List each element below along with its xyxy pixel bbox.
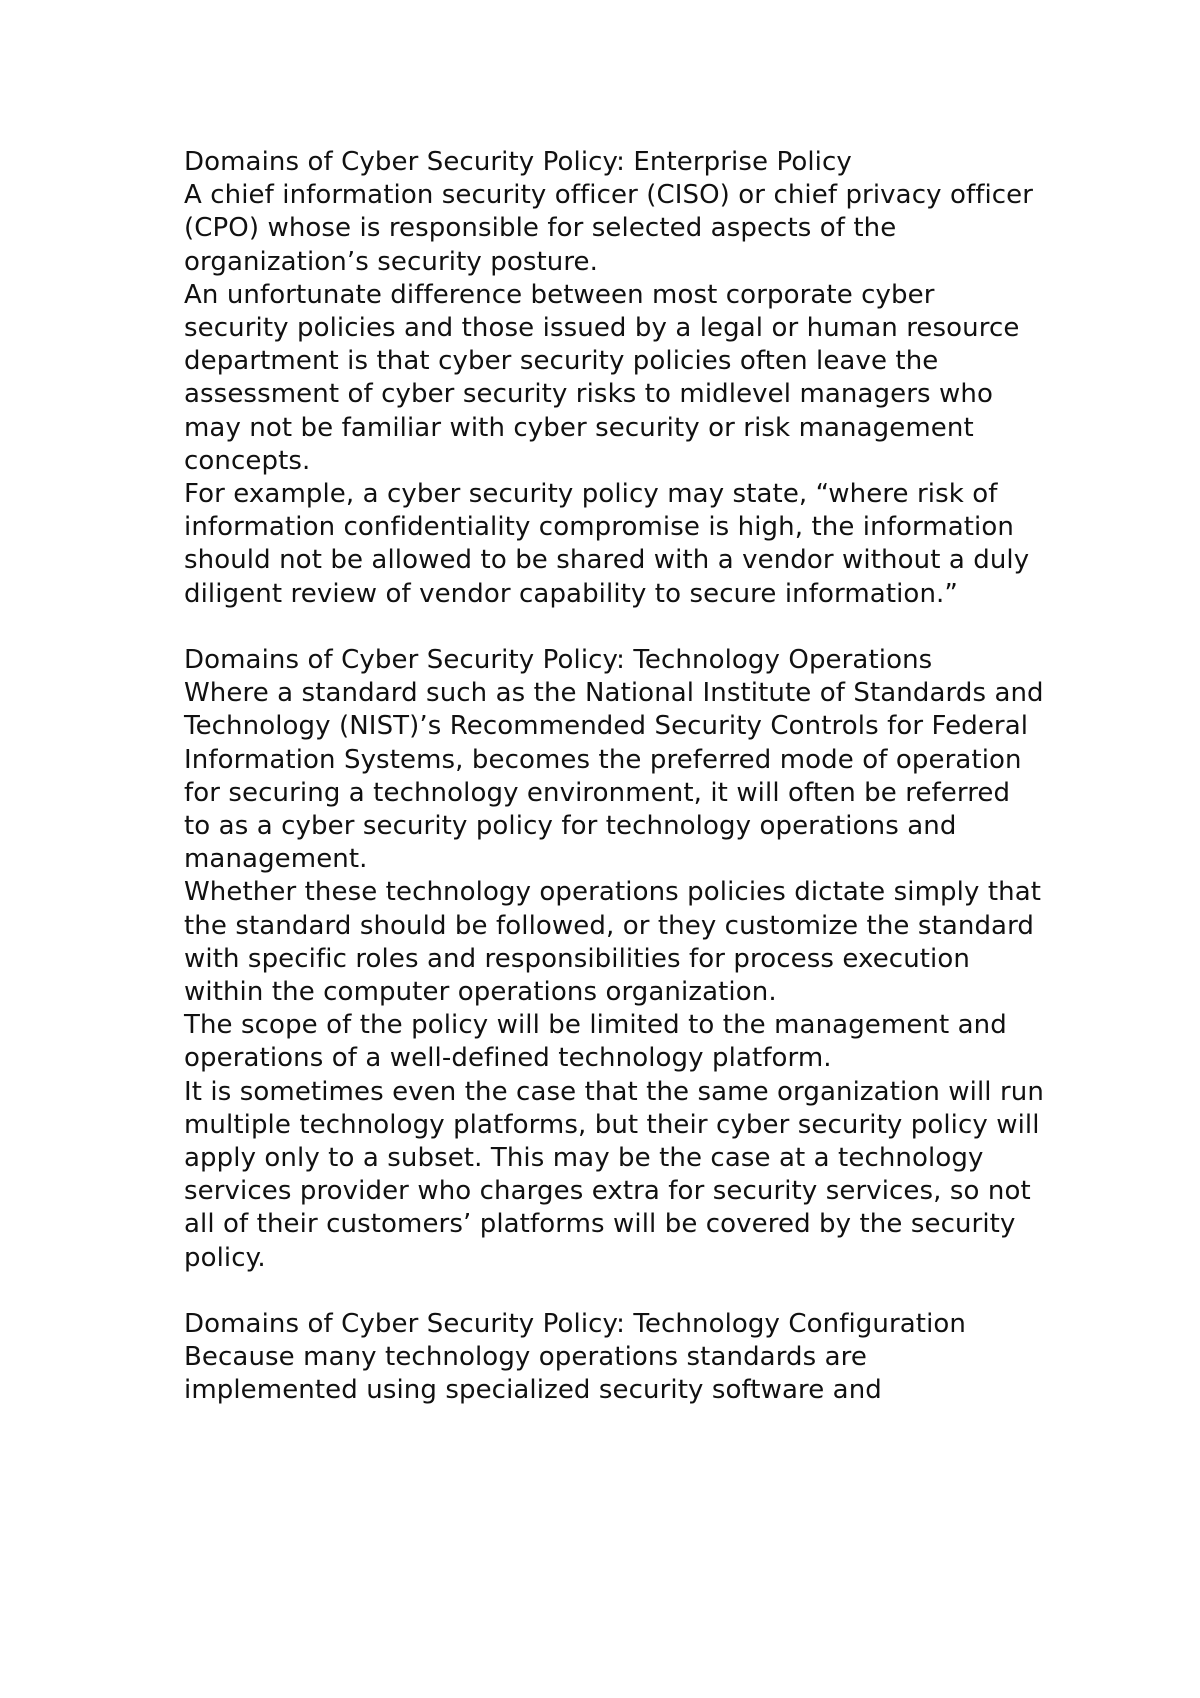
section-gap [184,611,1044,644]
paragraph: A chief information security officer (CISO) or chief privacy officer (CPO) whose is responsible for selected aspects of the organization’s security posture. [184,180,1034,277]
section-title: Domains of Cyber Security Policy: Technology Operations [184,645,933,676]
paragraph: Whether these technology operations policies dictate simply that the standard should be followed, or they customize the standard with specific roles and responsibilities for process execution within the computer operations organization. [184,877,1042,1008]
section-enterprise-policy [184,146,1044,611]
document-page [184,146,1044,1408]
paragraph: Because many technology operations standards are implemented using specialized security software and [184,1342,882,1406]
paragraph: It is sometimes even the case that the same organization will run multiple technology platforms, but their cyber security policy will apply only to a subset. This may be the case at a technology services provider who charges extra for security services, so not all of their customers’ platforms will be covered by the security policy. [184,1076,1044,1273]
section-technology-operations [184,644,1044,1275]
paragraph: Where a standard such as the National Institute of Standards and Technology (NIST)’s Recommended Security Controls for Federal Information Systems, becomes the preferred mode of operation for securing a technology environment, it will often be referred to as a cyber security policy for technology operations and management. [184,678,1044,875]
paragraph: The scope of the policy will be limited to the management and operations of a well-defined technology platform. [184,1010,1007,1074]
paragraph: An unfortunate difference between most corporate cyber security policies and those issued by a legal or human resource department is that cyber security policies often leave the assessment of cyber security risks to midlevel managers who may not be familiar with cyber security or risk management concepts. [184,279,1020,476]
section-gap [184,1275,1044,1308]
section-title: Domains of Cyber Security Policy: Enterprise Policy [184,147,852,177]
paragraph: For example, a cyber security policy may state, “where risk of information confidentiality compromise is high, the information should not be allowed to be shared with a vendor without a duly diligent review of vendor capability to secure information.” [184,479,1030,609]
section-technology-configuration [184,1308,1044,1408]
section-title: Domains of Cyber Security Policy: Technology Configuration [184,1309,967,1340]
